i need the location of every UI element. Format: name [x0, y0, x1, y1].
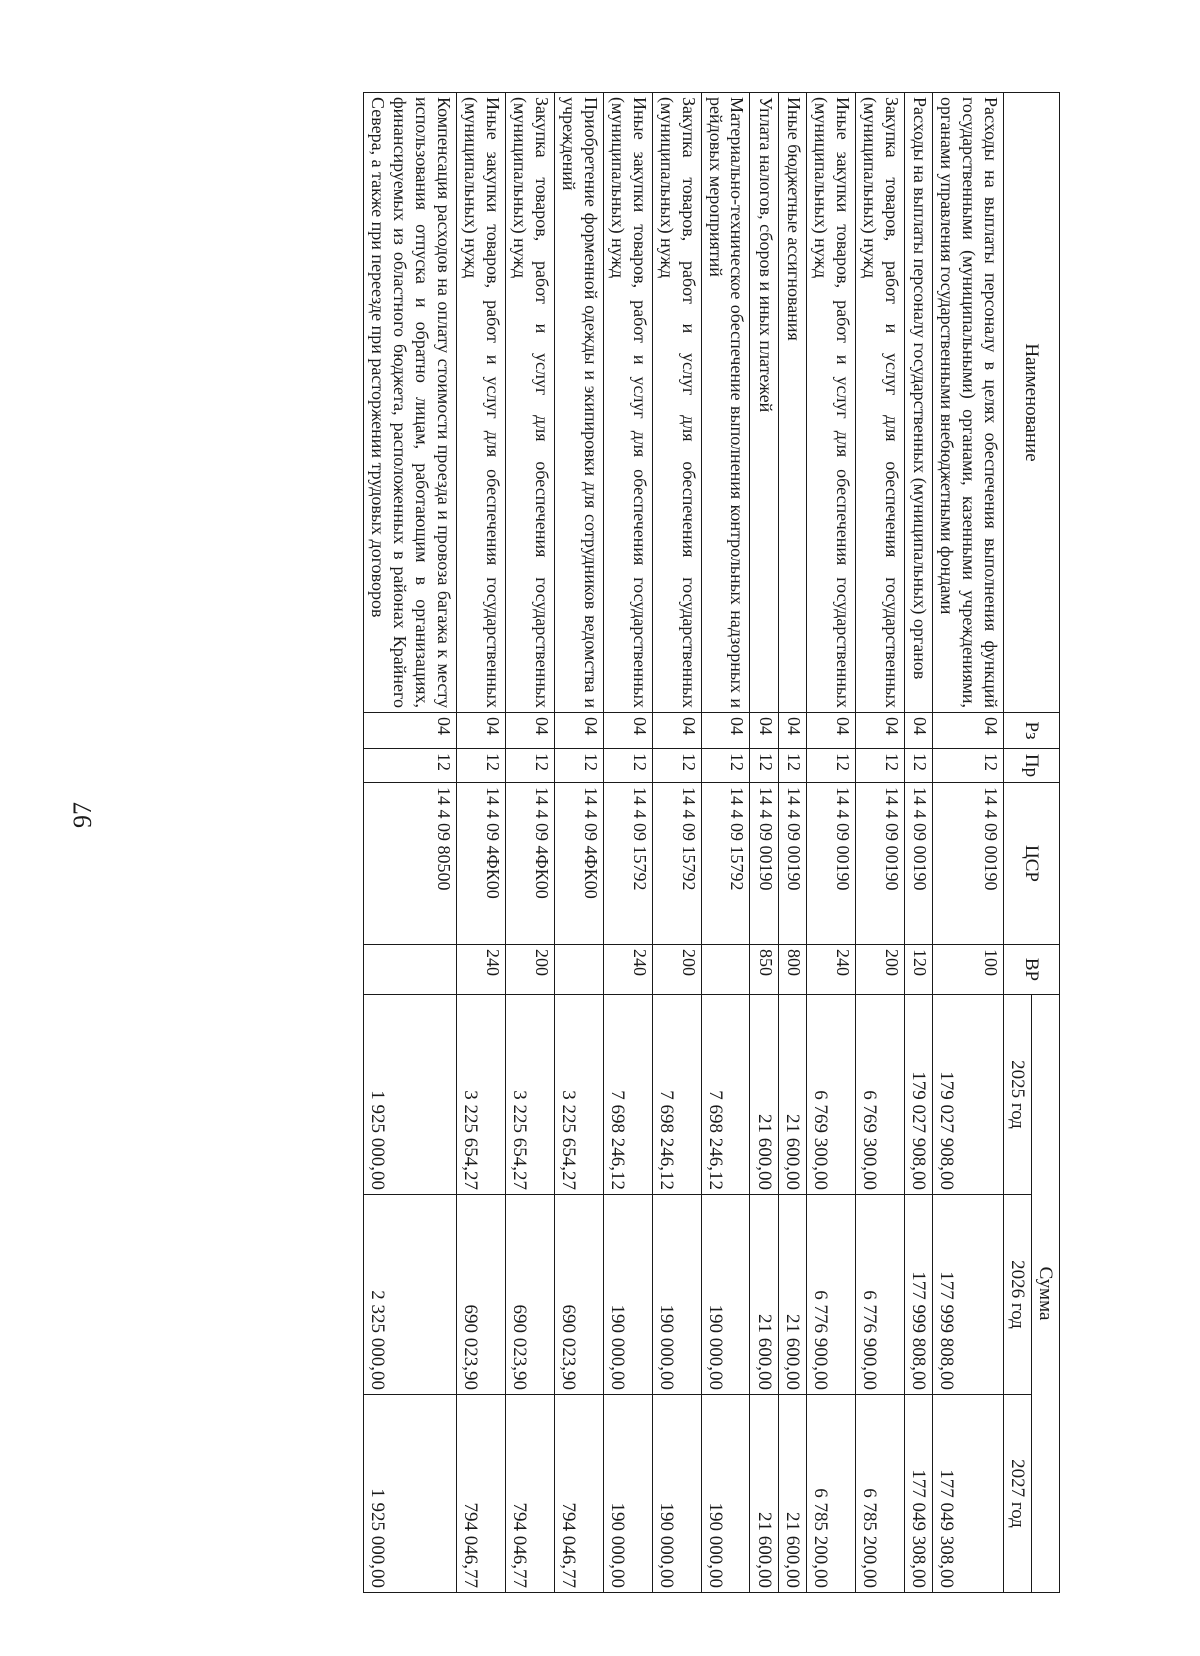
cell-vr: 200	[652, 945, 701, 995]
cell-2027: 177 049 308,00	[932, 1395, 1003, 1593]
cell-pr: 12	[554, 749, 603, 783]
cell-2027: 1 925 000,00	[364, 1395, 457, 1593]
cell-2026: 177 999 808,00	[904, 1195, 932, 1395]
cell-pr: 12	[701, 749, 750, 783]
cell-csr: 14 4 09 00190	[855, 783, 904, 945]
page-number: 97	[68, 802, 97, 828]
cell-vr	[364, 945, 457, 995]
cell-vr: 240	[603, 945, 652, 995]
cell-2027: 794 046,77	[554, 1395, 603, 1593]
cell-name: Иные закупки товаров, работ и услуг для обеспечения государственных (муниципальных) нужд	[457, 93, 506, 713]
cell-csr: 14 4 09 00190	[806, 783, 855, 945]
cell-2025: 6 769 300,00	[855, 995, 904, 1195]
cell-csr: 14 4 09 4ФК00	[554, 783, 603, 945]
cell-2026: 690 023,90	[554, 1195, 603, 1395]
cell-rz: 04	[554, 713, 603, 749]
table-row	[603, 93, 652, 1593]
cell-vr: 800	[778, 945, 806, 995]
cell-csr: 14 4 09 80500	[364, 783, 457, 945]
cell-vr: 240	[806, 945, 855, 995]
cell-pr: 12	[505, 749, 554, 783]
cell-rz: 04	[750, 713, 778, 749]
cell-rz: 04	[904, 713, 932, 749]
cell-2027: 177 049 308,00	[904, 1395, 932, 1593]
cell-2026: 21 600,00	[778, 1195, 806, 1395]
cell-pr: 12	[750, 749, 778, 783]
cell-vr: 200	[505, 945, 554, 995]
cell-name: Закупка товаров, работ и услуг для обеспечения государственных (муниципальных) нужд	[505, 93, 554, 713]
cell-2025: 3 225 654,27	[505, 995, 554, 1195]
cell-2025: 7 698 246,12	[701, 995, 750, 1195]
cell-vr	[554, 945, 603, 995]
cell-rz: 04	[932, 713, 1003, 749]
table-row	[750, 93, 778, 1593]
cell-csr: 14 4 09 00190	[932, 783, 1003, 945]
cell-rz: 04	[457, 713, 506, 749]
cell-vr: 240	[457, 945, 506, 995]
table-row	[855, 93, 904, 1593]
cell-pr: 12	[806, 749, 855, 783]
cell-csr: 14 4 09 00190	[750, 783, 778, 945]
cell-2025: 179 027 908,00	[904, 995, 932, 1195]
table-row	[652, 93, 701, 1593]
cell-vr: 120	[904, 945, 932, 995]
cell-vr: 200	[855, 945, 904, 995]
cell-2027: 21 600,00	[778, 1395, 806, 1593]
cell-rz: 04	[701, 713, 750, 749]
table-row	[554, 93, 603, 1593]
cell-2026: 690 023,90	[457, 1195, 506, 1395]
header-csr: ЦСР	[1003, 783, 1059, 945]
table-row	[364, 93, 457, 1593]
table-body	[364, 93, 1003, 1593]
table-row	[932, 93, 1003, 1593]
cell-name: Расходы на выплаты персоналу государственных (муниципальных) органов	[904, 93, 932, 713]
cell-vr	[701, 945, 750, 995]
cell-2026: 2 325 000,00	[364, 1195, 457, 1395]
cell-name: Закупка товаров, работ и услуг для обеспечения государственных (муниципальных) нужд	[855, 93, 904, 713]
cell-vr: 100	[932, 945, 1003, 995]
cell-rz: 04	[652, 713, 701, 749]
cell-pr: 12	[932, 749, 1003, 783]
cell-rz: 04	[364, 713, 457, 749]
cell-rz: 04	[603, 713, 652, 749]
table-row	[806, 93, 855, 1593]
cell-csr: 14 4 09 00190	[778, 783, 806, 945]
cell-name: Иные бюджетные ассигнования	[778, 93, 806, 713]
cell-2025: 1 925 000,00	[364, 995, 457, 1195]
header-2026: 2026 год	[1003, 1195, 1031, 1395]
cell-2026: 21 600,00	[750, 1195, 778, 1395]
cell-pr: 12	[603, 749, 652, 783]
header-vr: ВР	[1003, 945, 1059, 995]
cell-rz: 04	[855, 713, 904, 749]
cell-name: Материально-техническое обеспечение выполнения контрольных надзорных и рейдовых мероприятий	[701, 93, 750, 713]
cell-vr: 850	[750, 945, 778, 995]
cell-2027: 6 785 200,00	[806, 1395, 855, 1593]
cell-2026: 690 023,90	[505, 1195, 554, 1395]
cell-2026: 190 000,00	[603, 1195, 652, 1395]
cell-pr: 12	[904, 749, 932, 783]
header-2027: 2027 год	[1003, 1395, 1031, 1593]
cell-2025: 179 027 908,00	[932, 995, 1003, 1195]
header-pr: Пр	[1003, 749, 1059, 783]
cell-2027: 6 785 200,00	[855, 1395, 904, 1593]
cell-pr: 12	[364, 749, 457, 783]
cell-2027: 190 000,00	[701, 1395, 750, 1593]
cell-csr: 14 4 09 15792	[652, 783, 701, 945]
cell-pr: 12	[457, 749, 506, 783]
cell-2026: 6 776 900,00	[855, 1195, 904, 1395]
cell-2025: 3 225 654,27	[554, 995, 603, 1195]
cell-name: Закупка товаров, работ и услуг для обеспечения государственных (муниципальных) нужд	[652, 93, 701, 713]
cell-2027: 794 046,77	[505, 1395, 554, 1593]
cell-2027: 190 000,00	[652, 1395, 701, 1593]
cell-2025: 7 698 246,12	[652, 995, 701, 1195]
table-row	[505, 93, 554, 1593]
cell-name: Уплата налогов, сборов и иных платежей	[750, 93, 778, 713]
header-row	[1031, 93, 1059, 1593]
cell-2026: 190 000,00	[652, 1195, 701, 1395]
cell-csr: 14 4 09 00190	[904, 783, 932, 945]
header-2025: 2025 год	[1003, 995, 1031, 1195]
table-row	[778, 93, 806, 1593]
cell-2025: 21 600,00	[750, 995, 778, 1195]
cell-pr: 12	[855, 749, 904, 783]
cell-csr: 14 4 09 4ФК00	[505, 783, 554, 945]
table-row	[701, 93, 750, 1593]
header-name: Наименование	[1003, 93, 1059, 713]
cell-2027: 190 000,00	[603, 1395, 652, 1593]
cell-rz: 04	[806, 713, 855, 749]
cell-2026: 177 999 808,00	[932, 1195, 1003, 1395]
cell-2025: 7 698 246,12	[603, 995, 652, 1195]
cell-csr: 14 4 09 15792	[603, 783, 652, 945]
header-sum: Сумма	[1031, 995, 1059, 1593]
cell-2027: 794 046,77	[457, 1395, 506, 1593]
table-row	[904, 93, 932, 1593]
cell-2026: 190 000,00	[701, 1195, 750, 1395]
cell-pr: 12	[652, 749, 701, 783]
cell-2027: 21 600,00	[750, 1395, 778, 1593]
cell-2025: 6 769 300,00	[806, 995, 855, 1195]
cell-rz: 04	[778, 713, 806, 749]
cell-name: Расходы на выплаты персоналу в целях обеспечения выполнения функций государственными (муниципальными) органами, казенными учреждениями, органами управления государственными внебюджетными фондами	[932, 93, 1003, 713]
cell-2025: 3 225 654,27	[457, 995, 506, 1195]
table-row	[457, 93, 506, 1593]
rotated-table-container	[180, 92, 1060, 1592]
cell-2025: 21 600,00	[778, 995, 806, 1195]
cell-csr: 14 4 09 15792	[701, 783, 750, 945]
cell-csr: 14 4 09 4ФК00	[457, 783, 506, 945]
cell-name: Компенсация расходов на оплату стоимости проезда и провоза багажа к месту использования отпуска и обратно лицам, работающим в организациях, финансируемых из областного бюджета, расположенных в районах Крайнего Севера, а также при переезде при расторжении трудовых договоров	[364, 93, 457, 713]
cell-name: Приобретение форменной одежды и экипировки для сотрудников ведомства и учреждений	[554, 93, 603, 713]
cell-2026: 6 776 900,00	[806, 1195, 855, 1395]
cell-name: Иные закупки товаров, работ и услуг для обеспечения государственных (муниципальных) нужд	[806, 93, 855, 713]
header-rz: Рз	[1003, 713, 1059, 749]
cell-rz: 04	[505, 713, 554, 749]
budget-table	[363, 92, 1060, 1593]
cell-name: Иные закупки товаров, работ и услуг для обеспечения государственных (муниципальных) нужд	[603, 93, 652, 713]
cell-pr: 12	[778, 749, 806, 783]
